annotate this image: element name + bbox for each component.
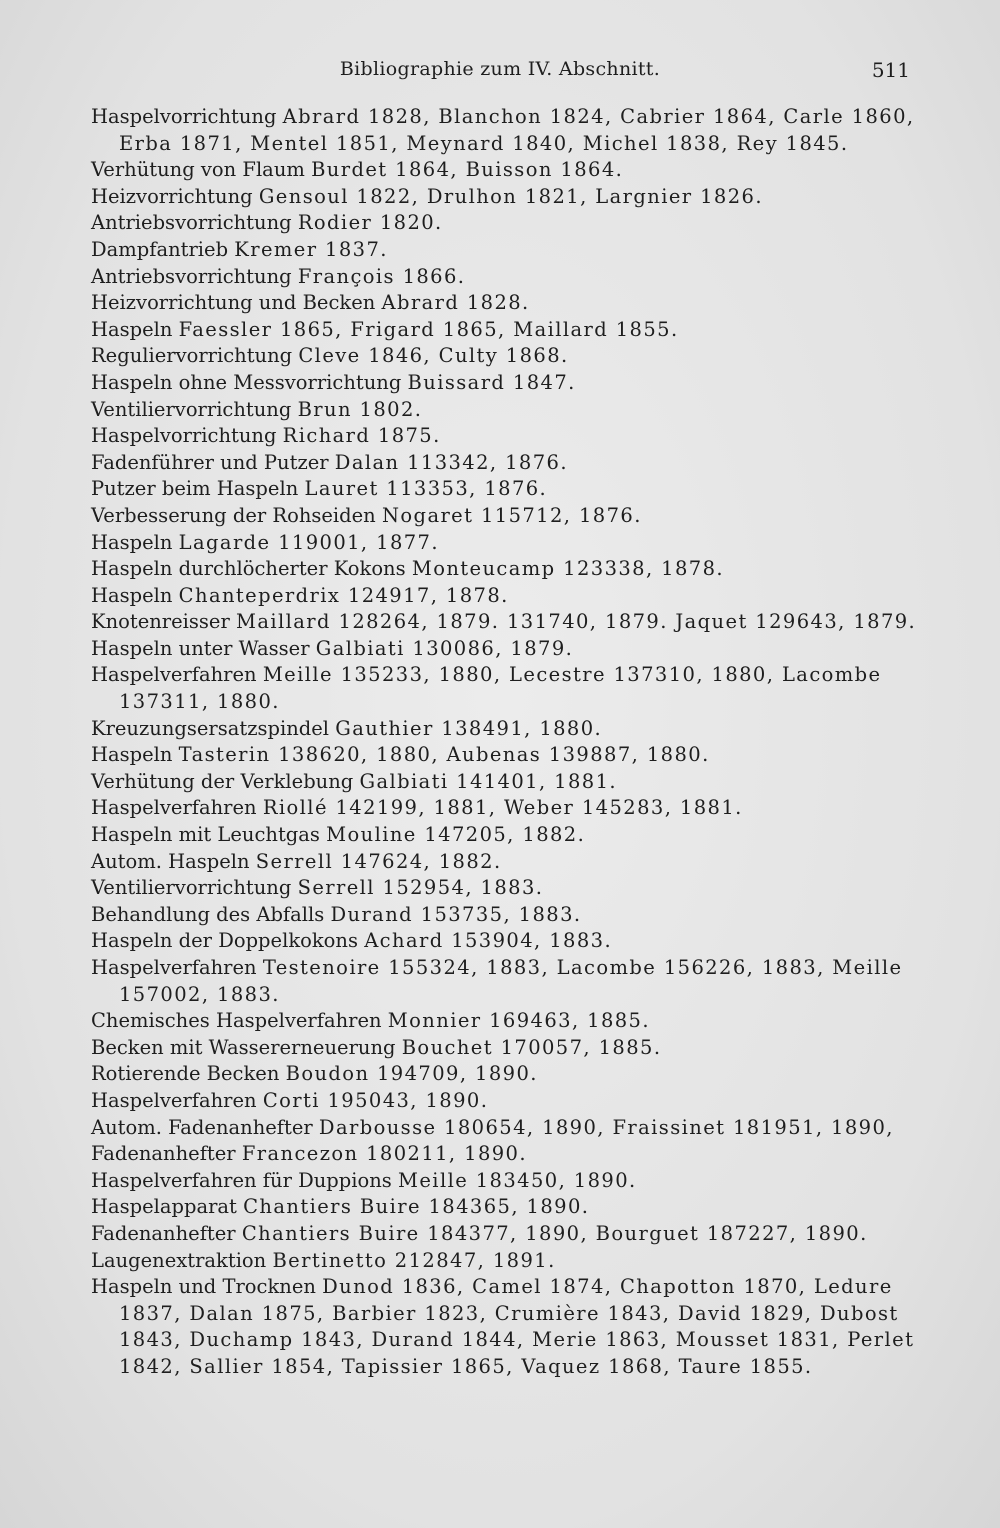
entry-topic: Haspelvorrichtung	[91, 105, 277, 128]
entry-references: Richard 1875.	[282, 424, 441, 448]
bibliography-entry	[91, 609, 921, 636]
bibliography-entry	[91, 1061, 921, 1088]
bibliography-entry	[91, 742, 921, 769]
entry-references: Buissard 1847.	[407, 370, 576, 394]
bibliography-entry	[91, 1035, 921, 1062]
entry-references: Dunod 1836, Camel 1874, Chapotton 1870, Ledure 1837, Dalan 1875, Barbier 1823, Crumière 1843, David 1829, Dubost 1843, Duchamp 1843, Durand 1844, Merie 1863, Mousset 1831, Perlet 1842, Sallier 1854, Tapissier 1865, Vaquez 1868, Taure 1855.	[119, 1275, 915, 1378]
entry-topic: Haspelverfahren	[91, 663, 257, 687]
entry-references: Gauthier 138491, 1880.	[335, 716, 603, 740]
bibliography-entry	[91, 849, 921, 876]
bibliography-entry	[91, 769, 921, 796]
running-title: Bibliographie zum IV. Abschnitt.	[339, 58, 661, 80]
entry-references: Chanteperdrix 124917, 1878.	[178, 583, 509, 607]
entry-references: Abrard 1828.	[381, 291, 530, 315]
bibliography-entry	[91, 1008, 921, 1035]
bibliography-entry	[91, 1221, 921, 1248]
entry-topic: Haspeln mit Leuchtgas	[91, 823, 320, 847]
entry-references: Meille 183450, 1890.	[398, 1168, 637, 1192]
bibliography-entry	[91, 928, 921, 955]
entry-references: Rodier 1820.	[297, 211, 443, 235]
running-header	[90, 58, 910, 94]
bibliography-entry	[91, 902, 921, 929]
entry-topic: Haspelverfahren	[91, 956, 257, 979]
entry-references: Chantiers Buire 184377, 1890, Bourguet 187227, 1890.	[241, 1221, 868, 1245]
bibliography-entry	[91, 423, 921, 450]
entry-topic: Dampfantrieb	[91, 237, 229, 261]
entry-references: Lagarde 119001, 1877.	[178, 530, 439, 554]
entry-topic: Antriebsvorrichtung	[91, 264, 292, 288]
entry-topic: Rotierende Becken	[91, 1062, 280, 1086]
bibliography-entry	[91, 1194, 921, 1221]
entry-references: Tasterin 138620, 1880, Aubenas 139887, 1880.	[178, 743, 710, 767]
bibliography-entry	[91, 662, 921, 715]
entry-topic: Putzer beim Haspeln	[91, 477, 299, 501]
bibliography-entry	[91, 1168, 921, 1195]
entry-references: Abrard 1828, Blanchon 1824, Cabrier 1864, Carle 1860, Erba 1871, Mentel 1851, Meynard 1840, Michel 1838, Rey 1845.	[119, 105, 915, 155]
bibliography-entry	[91, 822, 921, 849]
bibliography-entry	[91, 157, 921, 184]
entry-references: Serrell 152954, 1883.	[297, 876, 544, 900]
entry-topic: Fadenführer und Putzer	[91, 450, 329, 474]
entry-topic: Verhütung von Flaum	[91, 158, 305, 182]
entry-references: Nogaret 115712, 1876.	[381, 503, 642, 527]
entry-topic: Reguliervorrichtung	[91, 344, 293, 368]
entry-references: Lauret 113353, 1876.	[304, 477, 548, 501]
entry-topic: Haspelverfahren für Duppions	[91, 1168, 392, 1192]
entry-topic: Haspelapparat	[91, 1195, 237, 1219]
bibliography-entry	[91, 1274, 921, 1380]
entry-topic: Verhütung der Verklebung	[91, 769, 354, 793]
entry-references: Darbousse 180654, 1890, Fraissinet 181951, 1890,	[318, 1115, 894, 1139]
entry-topic: Knotenreisser	[91, 610, 230, 634]
entry-references: Burdet 1864, Buisson 1864.	[311, 158, 624, 182]
entry-topic: Ventiliervorrichtung	[91, 397, 292, 421]
entry-references: Galbiati 130086, 1879.	[315, 636, 574, 660]
entry-topic: Fadenanhefter	[91, 1142, 236, 1166]
entry-topic: Haspeln	[91, 743, 173, 767]
entry-topic: Heizvorrichtung	[91, 184, 253, 208]
entry-topic: Haspeln der Doppelkokons	[91, 929, 358, 953]
entry-references: Bertinetto 212847, 1891.	[272, 1248, 556, 1272]
bibliography-entry	[91, 1088, 921, 1115]
entry-topic: Haspelvorrichtung	[91, 424, 277, 448]
entry-references: Boudon 194709, 1890.	[285, 1062, 538, 1086]
page-number: 511	[871, 58, 910, 82]
entry-references: Cleve 1846, Culty 1868.	[298, 344, 569, 368]
entry-references: Francezon 180211, 1890.	[241, 1142, 527, 1166]
entry-references: Durand 153735, 1883.	[330, 902, 582, 926]
entry-references: Chantiers Buire 184365, 1890.	[243, 1195, 590, 1219]
entry-topic: Kreuzungsersatzspindel	[91, 716, 330, 740]
bibliography-entry	[91, 476, 921, 503]
bibliography-entry	[91, 397, 921, 424]
entry-references: Maillard 128264, 1879. 131740, 1879. Jaquet 129643, 1879.	[235, 610, 917, 634]
entry-references: Monteucamp 123338, 1878.	[411, 557, 725, 581]
entry-topic: Autom. Haspeln	[91, 849, 250, 873]
bibliography-entry	[91, 795, 921, 822]
bibliography-entry	[91, 583, 921, 610]
bibliography-entry	[91, 716, 921, 743]
entry-references: Dalan 113342, 1876.	[334, 450, 568, 474]
bibliography-entry	[91, 503, 921, 530]
entry-topic: Haspeln	[91, 583, 173, 607]
entry-topic: Laugenextraktion	[91, 1248, 267, 1272]
entry-topic: Haspeln	[91, 317, 173, 341]
entry-references: Bouchet 170057, 1885.	[401, 1035, 662, 1059]
entry-topic: Haspelverfahren	[91, 796, 257, 820]
entry-references: Testenoire 155324, 1883, Lacombe 156226, 1883, Meille 157002, 1883.	[119, 956, 903, 1006]
bibliography-entry	[91, 1115, 921, 1142]
entry-topic: Behandlung des Abfalls	[91, 902, 325, 926]
entry-topic: Haspelverfahren	[91, 1088, 257, 1112]
bibliography-list	[91, 104, 921, 1381]
entry-topic: Haspeln ohne Messvorrichtung	[91, 370, 402, 394]
entry-references: Mouline 147205, 1882.	[326, 823, 586, 847]
bibliography-entry	[91, 636, 921, 663]
entry-topic: Verbesserung der Rohseiden	[91, 503, 376, 527]
bibliography-entry	[91, 955, 921, 1008]
entry-references: Galbiati 141401, 1881.	[359, 769, 618, 793]
entry-references: Corti 195043, 1890.	[262, 1088, 489, 1112]
entry-topic: Haspeln durchlöcherter Kokons	[91, 557, 406, 581]
entry-topic: Antriebsvorrichtung	[91, 211, 292, 235]
entry-references: Brun 1802.	[297, 397, 423, 421]
entry-references: Serrell 147624, 1882.	[255, 849, 502, 873]
bibliography-entry	[91, 556, 921, 583]
entry-topic: Ventiliervorrichtung	[91, 876, 292, 900]
entry-topic: Chemisches Haspelverfahren	[91, 1009, 382, 1033]
bibliography-entry	[91, 1141, 921, 1168]
entry-references: Kremer 1837.	[234, 237, 388, 261]
bibliography-entry	[91, 1248, 921, 1275]
entry-references: Gensoul 1822, Drulhon 1821, Largnier 1826.	[258, 184, 763, 208]
entry-references: François 1866.	[297, 264, 466, 288]
entry-topic: Haspeln und Trocknen	[91, 1275, 316, 1299]
entry-references: Riollé 142199, 1881, Weber 145283, 1881.	[262, 796, 743, 820]
bibliography-entry	[91, 450, 921, 477]
bibliography-entry	[91, 875, 921, 902]
bibliography-entry	[91, 343, 921, 370]
entry-topic: Haspeln	[91, 530, 173, 554]
entry-topic: Heizvorrichtung und Becken	[91, 291, 376, 315]
bibliography-entry	[91, 317, 921, 344]
entry-references: Monnier 169463, 1885.	[387, 1009, 650, 1033]
entry-topic: Becken mit Wassererneuerung	[91, 1035, 396, 1059]
bibliography-entry	[91, 290, 921, 317]
bibliography-entry	[91, 104, 921, 157]
bibliography-entry	[91, 530, 921, 557]
entry-references: Faessler 1865, Frigard 1865, Maillard 1855.	[178, 317, 679, 341]
entry-references: Achard 153904, 1883.	[364, 929, 613, 953]
bibliography-entry	[91, 264, 921, 291]
entry-topic: Autom. Fadenanhefter	[91, 1115, 313, 1139]
bibliography-entry	[91, 370, 921, 397]
bibliography-entry	[91, 184, 921, 211]
bibliography-entry	[91, 210, 921, 237]
entry-topic: Haspeln unter Wasser	[91, 636, 310, 660]
bibliography-entry	[91, 237, 921, 264]
entry-references: Meille 135233, 1880, Lecestre 137310, 1880, Lacombe 137311, 1880.	[119, 663, 882, 714]
entry-topic: Fadenanhefter	[91, 1221, 236, 1245]
